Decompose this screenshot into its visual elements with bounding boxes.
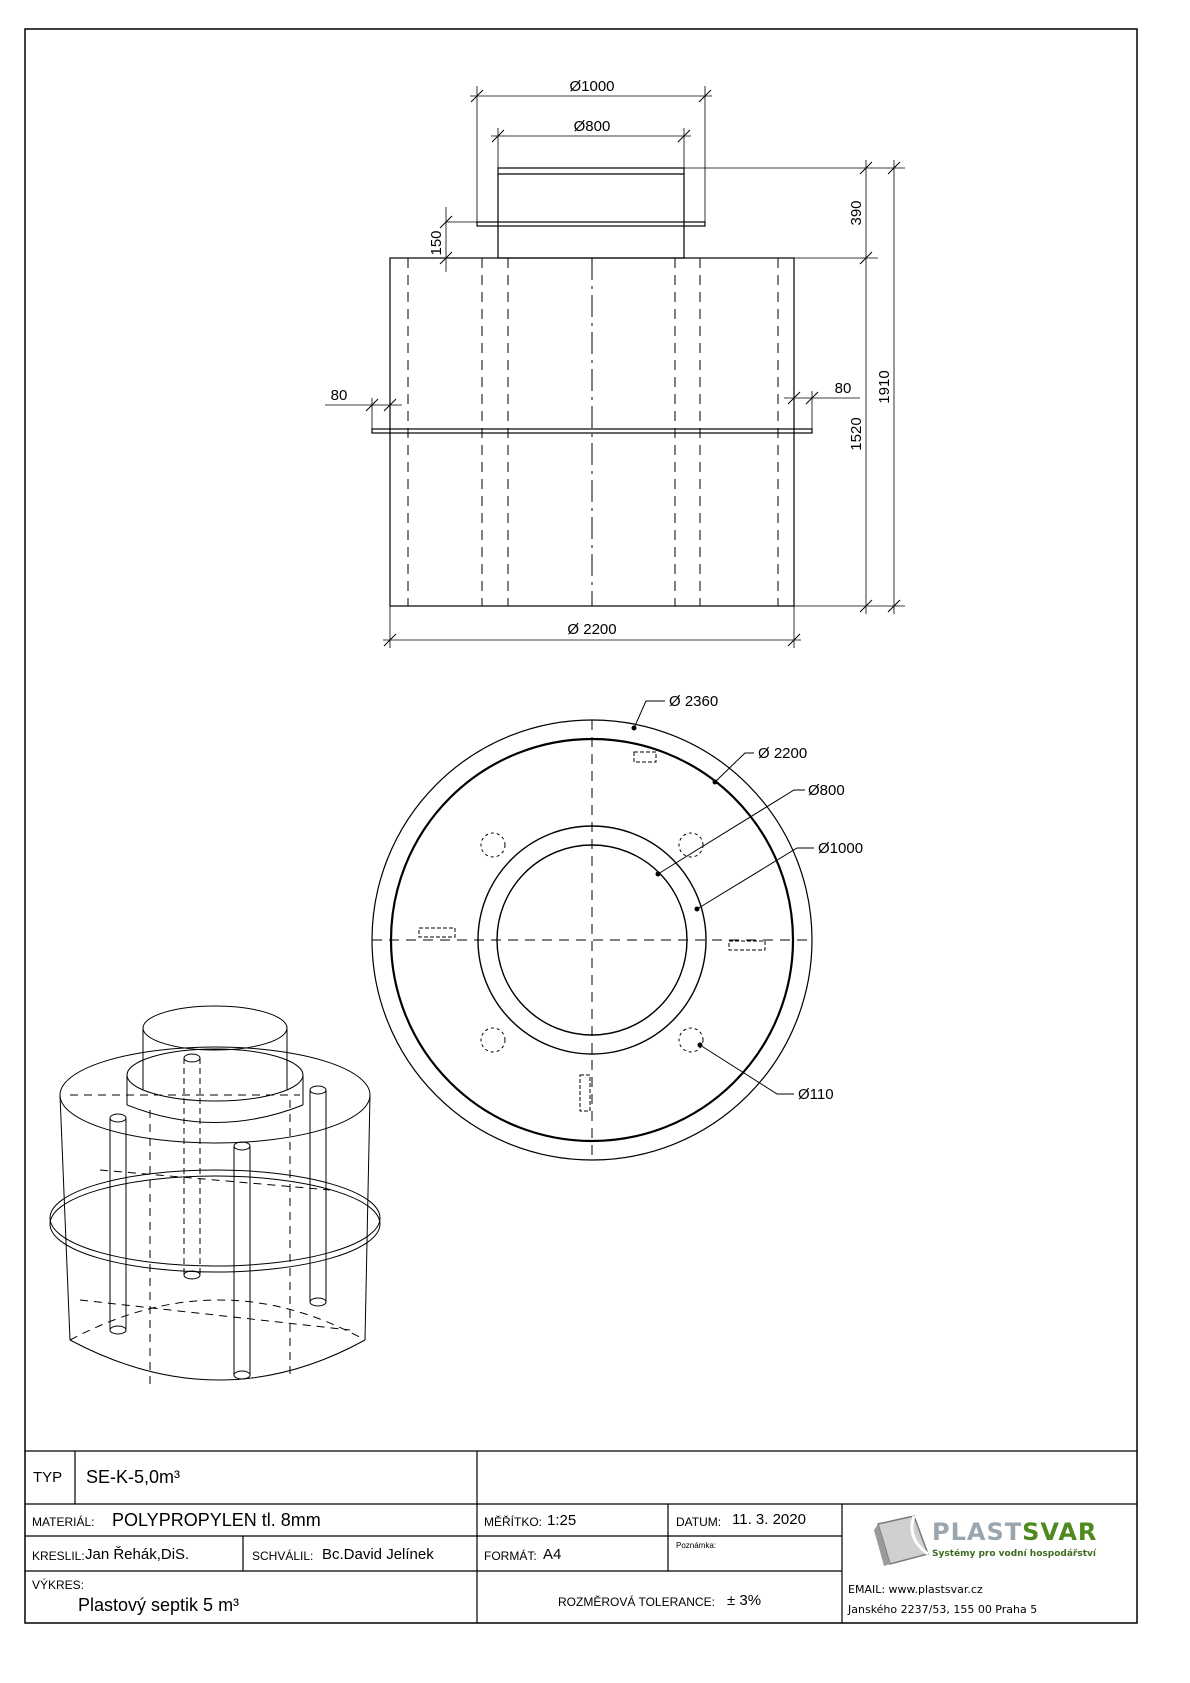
hole <box>679 1028 703 1052</box>
dim-body-diameter: Ø 2200 <box>567 621 617 638</box>
material-label: MATERIÁL: <box>32 1515 95 1529</box>
date-label: DATUM: <box>676 1515 722 1529</box>
typ-value: SE-K-5,0m³ <box>86 1467 181 1487</box>
side-view <box>325 86 905 648</box>
format-label: FORMÁT: <box>484 1549 537 1563</box>
hole <box>481 1028 505 1052</box>
collar-flange <box>477 222 705 226</box>
dim-rib-left: 80 <box>330 387 348 404</box>
company-email: EMAIL: www.plastsvar.cz <box>848 1583 983 1596</box>
logo-icon <box>870 1514 932 1568</box>
approved-value: Bc.David Jelínek <box>322 1546 434 1563</box>
logo-tagline: Systémy pro vodní hospodářství <box>932 1549 1096 1559</box>
drawing-value: Plastový septik 5 m³ <box>78 1595 240 1615</box>
company-address: Janského 2237/53, 155 00 Praha 5 <box>848 1603 1038 1616</box>
drawn-label: KRESLIL: <box>32 1549 85 1563</box>
dim-collar: 150 <box>428 230 445 256</box>
tank-rib <box>372 429 812 433</box>
dim-top-body: Ø 2200 <box>758 745 808 762</box>
scale-label: MĚŘÍTKO: <box>484 1515 543 1529</box>
dim-body-height: 1520 <box>848 417 865 451</box>
dim-outer-neck: Ø1000 <box>569 78 615 95</box>
dim-neck-height: 390 <box>848 200 865 226</box>
note-label: Poznámka: <box>676 1541 717 1550</box>
approved-label: SCHVÁLIL: <box>252 1549 314 1563</box>
dim-top-hole: Ø110 <box>798 1086 834 1103</box>
hole <box>481 833 505 857</box>
dim-top-outer: Ø1000 <box>818 840 864 857</box>
dim-inner-neck: Ø800 <box>573 118 611 135</box>
top-view <box>372 701 814 1160</box>
drawn-value: Jan Řehák,DiS. <box>85 1546 190 1563</box>
typ-label: TYP <box>33 1469 63 1486</box>
material-value: POLYPROPYLEN tl. 8mm <box>112 1510 321 1530</box>
format-value: A4 <box>543 1546 562 1563</box>
dim-top-inner: Ø800 <box>808 782 845 799</box>
scale-value: 1:25 <box>547 1512 577 1529</box>
dim-rib-right: 80 <box>834 380 852 397</box>
isometric-view <box>50 1006 380 1390</box>
tolerance-value: ± 3% <box>727 1592 762 1609</box>
drawing-label: VÝKRES: <box>32 1578 85 1592</box>
date-value: 11. 3. 2020 <box>732 1511 806 1528</box>
dim-top-rib: Ø 2360 <box>669 693 719 710</box>
logo-name: PLASTSVAR <box>932 1518 1098 1546</box>
company-logo <box>870 1514 1120 1574</box>
neck-outline <box>498 168 684 258</box>
dim-total-height: 1910 <box>876 370 893 404</box>
tolerance-label: ROZMĚROVÁ TOLERANCE: <box>558 1595 715 1609</box>
